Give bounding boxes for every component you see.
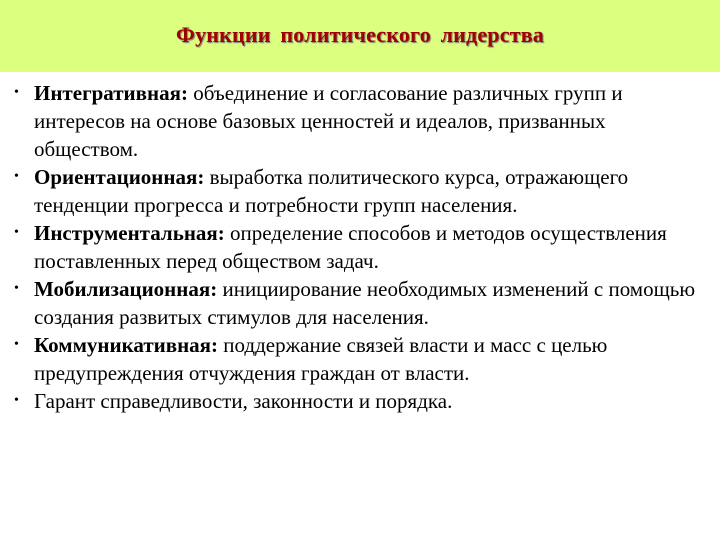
list-item-instrumental — [14, 219, 710, 275]
function-term: Интегративная: — [34, 81, 188, 105]
list-item-integrative — [14, 79, 710, 163]
function-description: выработка политического курса, отражающего тенденции прогресса и потребности групп населения. — [34, 165, 629, 217]
functions-list — [14, 79, 710, 415]
function-term: Коммуникативная: — [34, 333, 219, 357]
bullet-icon: • — [14, 393, 19, 408]
function-term: Ориентационная: — [34, 165, 205, 189]
function-description: определение способов и методов осуществления поставленных перед обществом задач. — [34, 221, 667, 273]
bullet-icon: • — [14, 281, 19, 296]
function-description: Гарант справедливости, законности и порядка. — [34, 389, 453, 413]
function-description: поддержание связей власти и масс с целью предупреждения отчуждения граждан от власти. — [34, 333, 608, 385]
function-description: инициирование необходимых изменений с помощью создания развитых стимулов для населения. — [34, 277, 696, 329]
bullet-icon: • — [14, 85, 19, 100]
title-bar — [0, 0, 720, 72]
function-term: Мобилизационная: — [34, 277, 218, 301]
slide-title: Функции политического лидерства — [176, 22, 544, 47]
bullet-icon: • — [14, 337, 19, 352]
list-item-communicative — [14, 331, 710, 387]
bullet-icon: • — [14, 169, 19, 184]
function-description: объединение и согласование различных групп и интересов на основе базовых ценностей и идеалов, призванных обществом. — [34, 81, 623, 161]
bullet-icon: • — [14, 225, 19, 240]
list-item-orientational — [14, 163, 710, 219]
list-item-guarantor — [14, 387, 710, 415]
function-term: Инструментальная: — [34, 221, 225, 245]
list-item-mobilizational — [14, 275, 710, 331]
